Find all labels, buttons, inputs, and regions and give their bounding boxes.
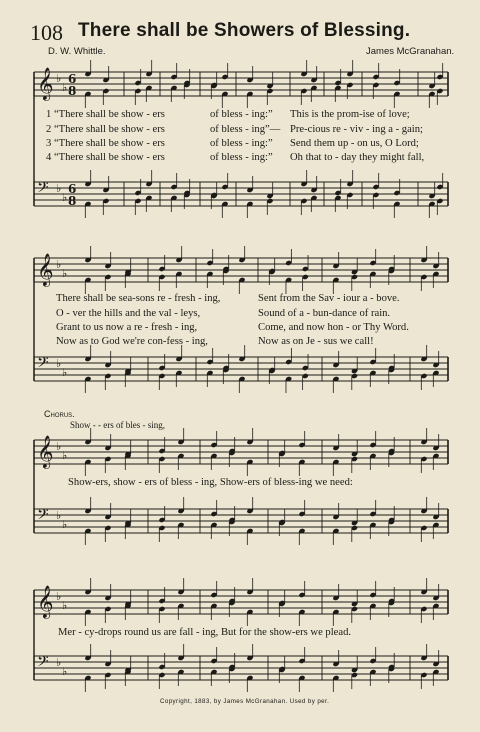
- chorus-upper-lyric: Show - - ers of bles - sing,: [70, 420, 165, 430]
- flat-icon: ♭: [62, 449, 68, 462]
- flat-icon: ♭: [62, 267, 68, 280]
- verse-line: 4 “There shall be show - ers: [46, 152, 165, 163]
- staff-lines: [34, 72, 448, 680]
- flat-icon: ♭: [56, 440, 62, 453]
- flat-icon: ♭: [56, 72, 62, 85]
- verse-line: 1 “There shall be show - ers: [46, 109, 165, 120]
- flat-icon: ♭: [62, 81, 68, 94]
- flat-icon: ♭: [56, 509, 62, 522]
- flat-icon: ♭: [62, 366, 68, 379]
- verse-line: Come, and now hon - or Thy Word.: [258, 322, 409, 333]
- chorus-lyric: Show-ers, show - ers of bless - ing, Show-ers of bless-ing we need:: [68, 477, 353, 488]
- verse-line: This is the prom-ise of love;: [290, 109, 410, 120]
- verse-line: Send them up - on us, O Lord;: [290, 138, 419, 149]
- treble-clef-icon: 𝄞: [37, 585, 54, 618]
- verse-line: Now as on Je - sus we call!: [258, 336, 374, 347]
- flat-icon: ♭: [62, 599, 68, 612]
- bass-clef-icon: 𝄢: [37, 653, 49, 674]
- bass-clef-icon: 𝄢: [37, 354, 49, 375]
- verse-line: of bless - ing:”: [210, 138, 273, 149]
- bass-clef-icon: 𝄢: [37, 506, 49, 527]
- time-signature: 8: [68, 194, 77, 208]
- flat-icon: ♭: [56, 182, 62, 195]
- verse-line: of bless - ing:”: [210, 152, 273, 163]
- hymn-number: 108: [30, 20, 63, 45]
- verse-line: 3 “There shall be show - ers: [46, 138, 165, 149]
- treble-clef-icon: 𝄞: [37, 253, 54, 286]
- verse-line: O - ver the hills and the val - leys,: [56, 308, 201, 319]
- verse-line: Now as to God we're con-fess - ing,: [56, 336, 208, 347]
- treble-clef-icon: 𝄞: [37, 435, 54, 468]
- flat-icon: ♭: [56, 656, 62, 669]
- time-signature: 8: [68, 84, 77, 98]
- composer-credit: James McGranahan.: [366, 46, 455, 57]
- chorus-label: Chorus.: [44, 409, 75, 419]
- bass-clef-icon: 𝄢: [37, 179, 49, 200]
- hymn-title: There shall be Showers of Blessing.: [78, 20, 411, 41]
- time-signature: 6: [68, 182, 77, 196]
- verse-line: of bless - ing”—: [210, 124, 281, 135]
- time-signature: 6: [68, 72, 77, 86]
- flat-icon: ♭: [56, 357, 62, 370]
- flat-icon: ♭: [56, 590, 62, 603]
- copyright-notice: Copyright, 1883, by James McGranahan. Used by per.: [160, 698, 330, 705]
- verse-line: Sent from the Sav - iour a - bove.: [258, 293, 400, 304]
- flat-icon: ♭: [56, 258, 62, 271]
- flat-icon: ♭: [62, 518, 68, 531]
- verse-line: of bless - ing:”: [210, 109, 273, 120]
- flat-icon: ♭: [62, 665, 68, 678]
- final-lyric: Mer - cy-drops round us are fall - ing, But for the show-ers we plead.: [58, 627, 352, 638]
- author-credit: D. W. Whittle.: [48, 46, 106, 57]
- verse-line: Grant to us now a re - fresh - ing,: [56, 322, 198, 333]
- verse-line: There shall be sea-sons re - fresh - ing,: [56, 293, 221, 304]
- verse-line: Sound of a - bun-dance of rain.: [258, 308, 391, 319]
- treble-clef-icon: 𝄞: [37, 67, 54, 100]
- verse-line: Oh that to - day they might fall,: [290, 152, 425, 163]
- verse-line: Pre-cious re - viv - ing a - gain;: [290, 124, 423, 135]
- flat-icon: ♭: [62, 191, 68, 204]
- verse-line: 2 “There shall be show - ers: [46, 124, 165, 135]
